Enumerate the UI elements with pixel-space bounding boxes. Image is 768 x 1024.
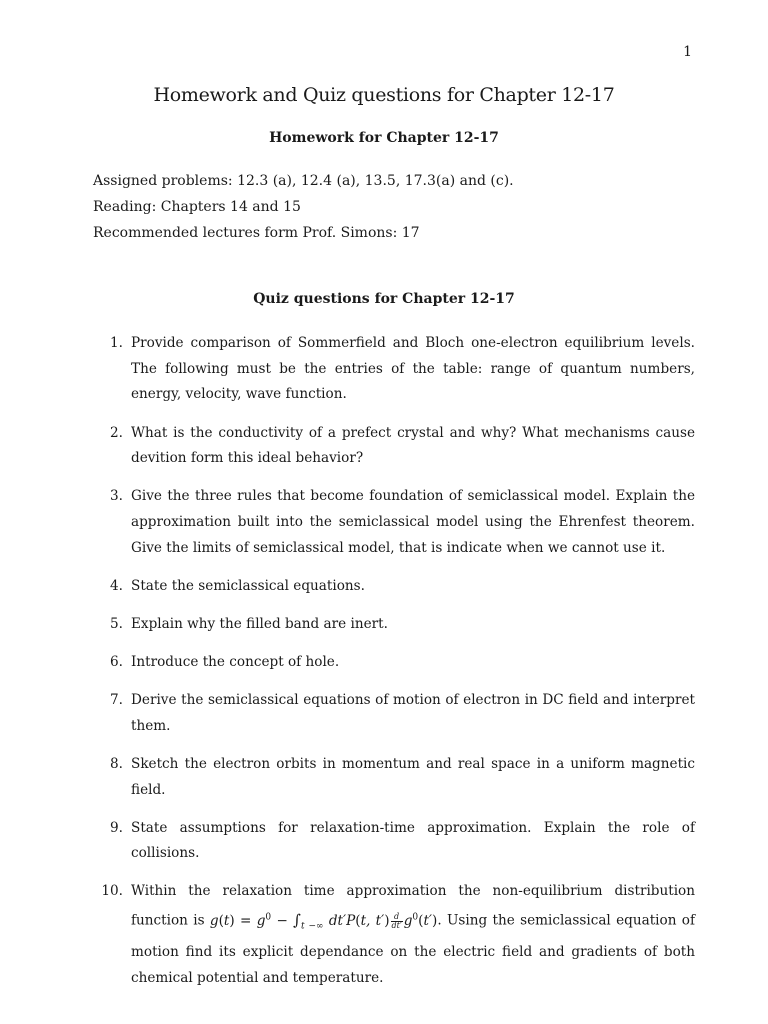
quiz-item-text: What is the conductivity of a prefect crystal and why? What mechanisms cause devition form this ideal behavior? [131,424,695,467]
quiz-question-list [93,331,695,1004]
quiz-item-number: 5. [110,615,123,632]
quiz-item-text: Introduce the concept of hole. [131,653,340,670]
page-title: Homework and Quiz questions for Chapter 12-17 [153,84,615,106]
reading-line: Reading: Chapters 14 and 15 [93,199,301,215]
quiz-item-number: 3. [110,488,123,505]
quiz-heading: Quiz questions for Chapter 12-17 [253,291,515,307]
quiz-item [93,816,695,867]
quiz-item-text-before-formula: Within the relaxation time approximation the non-equilibrium distribution function is [131,883,695,929]
quiz-item [93,484,695,561]
quiz-item-text: State assumptions for relaxation-time approximation. Explain the role of collisions. [131,819,695,862]
quiz-item-number: 8. [110,755,123,772]
quiz-item-number: 7. [110,692,123,709]
quiz-item [93,331,695,408]
quiz-item [93,688,695,739]
quiz-item-text: Give the three rules that become foundation of semiclassical model. Explain the approximation built into the semiclassical model using the Ehrenfest theorem. Give the limits of semiclassical model, that is indicate when we cannot use it. [131,488,695,556]
quiz-item-number: 10. [101,883,123,900]
assigned-problems-line: Assigned problems: 12.3 (a), 12.4 (a), 13.5, 17.3(a) and (c). [93,173,514,189]
quiz-item-number: 6. [110,653,123,670]
quiz-item-text: Provide comparison of Sommerfield and Bloch one-electron equilibrium levels. The following must be the entries of the table: range of quantum numbers, energy, velocity, wave function. [131,335,695,403]
quiz-item-number: 4. [110,577,123,594]
quiz-item-number: 9. [110,819,123,836]
quiz-item-number: 1. [110,335,123,351]
quiz-item [93,879,695,991]
quiz-item-text: Sketch the electron orbits in momentum and real space in a uniform magnetic field. [131,755,695,798]
distribution-function-formula: $g(t) = g^0 - \int_{t -\infty}$ dt′P(t, t′) $\frac{d}{dt'}$ $g^0(t')$ [209,910,438,932]
quiz-item [93,752,695,803]
recommended-lectures-line: Recommended lectures form Prof. Simons: 17 [93,225,420,241]
quiz-item-text: State the semiclassical equations. [131,577,365,594]
quiz-item [93,421,695,472]
quiz-item [93,574,695,600]
homework-heading: Homework for Chapter 12-17 [269,130,499,146]
page-number: 1 [683,44,692,60]
quiz-item [93,612,695,638]
homework-details [93,171,713,249]
quiz-item-text: Derive the semiclassical equations of motion of electron in DC field and interpret them. [131,692,695,734]
quiz-item [93,650,695,676]
quiz-item-number: 2. [110,424,123,441]
quiz-item-text: Explain why the filled band are inert. [131,615,388,632]
quiz-item-text-after-formula: . Using the semiclassical equation of motion find its explicit dependance on the electric field and gradients of both chemical potential and temperature. [131,912,695,986]
